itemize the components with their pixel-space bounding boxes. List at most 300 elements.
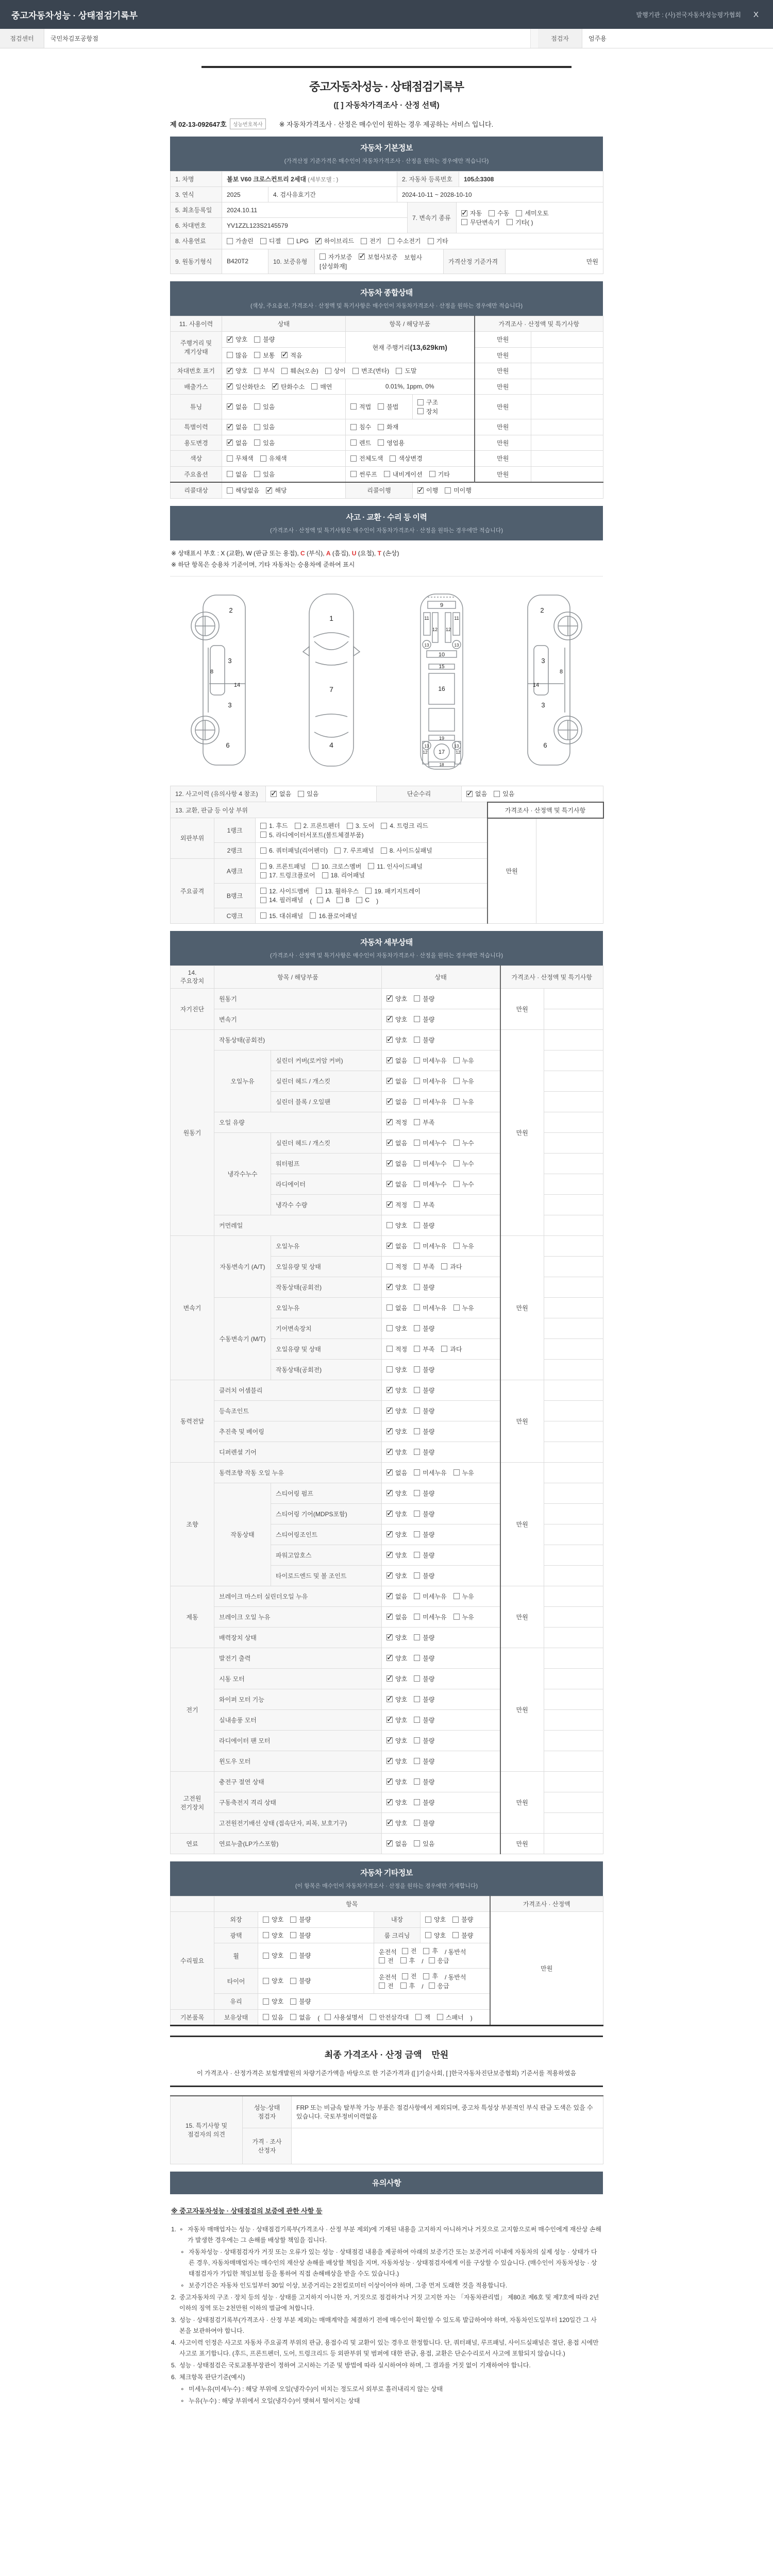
checkbox-양호[interactable]: ✓ 양호 xyxy=(386,1716,407,1724)
section-header-basic: 자동차 기본정보 (가격산정 기준가격은 매수인이 자동차가격조사 · 산정을 원하는 경우에만 적습니다) xyxy=(170,137,603,171)
status-code: T xyxy=(377,549,381,557)
accident-legend xyxy=(170,540,603,577)
checkbox-없음[interactable]: ✓ 없음 xyxy=(227,438,247,447)
checkbox-13-휠하우스[interactable]: 13. 휠하우스 xyxy=(316,887,359,895)
detail-row-제동-0: 제동 브레이크 마스터 실린더오일 누유 ✓ 없음 미세누유 누유 만원 xyxy=(171,1586,603,1607)
checkbox-12-사이드멤버[interactable]: 12. 사이드멤버 xyxy=(260,887,309,895)
checkbox-box xyxy=(414,1098,420,1105)
checkbox-없음[interactable]: ✓ 없음 xyxy=(386,1097,407,1106)
checkbox-렌트[interactable]: 렌트 xyxy=(350,438,371,447)
checkbox-누수[interactable]: 누수 xyxy=(453,1180,474,1189)
diagram-number-14: 14 xyxy=(532,682,540,689)
checkbox-11-인사이드패널[interactable]: 11. 인사이드패널 xyxy=(368,862,423,871)
checkbox-미세누유[interactable]: 미세누유 xyxy=(414,1592,446,1601)
checkbox-box xyxy=(227,487,233,494)
tuning-row: 튜닝 ✓ 없음 있음 적법 불법 구조 장치 만원 xyxy=(171,395,603,419)
checkbox-적정[interactable]: 적정 xyxy=(386,1262,407,1271)
checkbox-box xyxy=(417,408,424,414)
checkbox-누유[interactable]: 누유 xyxy=(453,1056,474,1065)
checkbox-양호[interactable]: ✓ 양호 xyxy=(386,1777,407,1786)
checkbox-양호[interactable]: ✓ 양호 xyxy=(386,1510,407,1518)
checkbox-무채색[interactable]: 무채색 xyxy=(227,454,254,463)
checkbox-영업용[interactable]: 영업용 xyxy=(378,438,405,447)
checkbox-box xyxy=(414,1387,420,1393)
checkbox-box xyxy=(254,424,260,430)
checkbox-보험사보증[interactable]: ✓ 보험사보증 xyxy=(359,252,397,261)
checkbox-3-도어[interactable]: 3. 도어 xyxy=(347,821,375,830)
diagram-number-7: 7 xyxy=(329,685,333,694)
checkbox-미이행[interactable]: 미이행 xyxy=(445,486,472,495)
accident-r12 xyxy=(170,786,603,802)
checkbox-양호[interactable]: 양호 xyxy=(386,1365,407,1374)
checkbox-무단변속기[interactable]: 무단변속기 xyxy=(461,218,500,227)
checkbox-없음[interactable]: ✓ 없음 xyxy=(386,1613,407,1621)
checkbox-불량[interactable]: 불량 xyxy=(414,1633,434,1642)
checkbox-미세누유[interactable]: 미세누유 xyxy=(414,1613,446,1621)
checkbox-불량[interactable]: 불량 xyxy=(414,1510,434,1518)
checkbox-누유[interactable]: 누유 xyxy=(453,1468,474,1477)
checkbox-양호[interactable]: 양호 xyxy=(263,1997,283,2006)
checkbox-불량[interactable]: 불량 xyxy=(290,1976,311,1985)
checkbox-없음[interactable]: ✓ 없음 xyxy=(386,1242,407,1250)
checkbox-box xyxy=(415,2014,422,2020)
checkbox-훼손-오손-[interactable]: 훼손(오손) xyxy=(281,366,318,375)
checkbox-있음[interactable]: 있음 xyxy=(263,2013,283,2022)
detail-row-고전원-전기장치-1: 구동축전지 격리 상태 ✓ 양호 불량 xyxy=(171,1792,603,1813)
checkbox-해당없음[interactable]: 해당없음 xyxy=(227,486,259,495)
checkbox-14-필러패널[interactable]: 14. 필러패널 xyxy=(260,895,303,904)
checkbox-box xyxy=(428,238,434,244)
checkbox-양호[interactable]: ✓ 양호 xyxy=(386,1448,407,1456)
checkbox-box xyxy=(386,1820,393,1826)
detail-row-고전원-전기장치-2: 고전원전기배선 상태 (접속단자, 피복, 보호기구) ✓ 양호 불량 xyxy=(171,1813,603,1834)
checkbox-후[interactable]: 후 xyxy=(423,1946,438,1955)
checkbox-box xyxy=(386,1057,393,1063)
checkbox-양호[interactable]: 양호 xyxy=(425,1915,446,1924)
checkbox-17-트렁크플로어[interactable]: 17. 트렁크플로어 xyxy=(260,871,315,879)
checkbox-box xyxy=(453,1243,460,1249)
checkbox-양호[interactable]: ✓ 양호 xyxy=(386,1427,407,1436)
checkbox-사용설명서[interactable]: 사용설명서 xyxy=(325,2013,363,2022)
checkbox-없음[interactable]: ✓ 없음 xyxy=(386,1077,407,1086)
car-damage-diagrams xyxy=(170,577,603,786)
checkbox-box xyxy=(359,253,365,260)
checkbox-변조-변타-[interactable]: 변조(변타) xyxy=(352,366,389,375)
overall-condition-table xyxy=(170,316,603,499)
basic-row-5: 8. 사용연료 가솔린 디젤 LPG ✓ 하이브리드 전기 수소전기 기타 xyxy=(170,233,603,249)
checkbox-box xyxy=(453,1593,460,1599)
checkbox-누유[interactable]: 누유 xyxy=(453,1097,474,1106)
checkbox-16-플로어패널[interactable]: 16.플로어패널 xyxy=(310,911,357,920)
checkbox-box xyxy=(347,823,353,829)
checkbox-기타[interactable]: 기타 xyxy=(429,470,450,479)
checkbox-불량[interactable]: 불량 xyxy=(414,994,434,1003)
checkbox-가솔린[interactable]: 가솔린 xyxy=(227,236,254,245)
checkbox-부식[interactable]: 부식 xyxy=(254,366,275,375)
checkbox-box xyxy=(227,368,233,374)
checkbox-box xyxy=(461,219,467,225)
checkbox-box xyxy=(288,238,294,244)
checkbox-양호[interactable]: ✓ 양호 xyxy=(386,1530,407,1539)
checkbox-응급[interactable]: 응급 xyxy=(429,1956,449,1965)
checkbox-없음[interactable]: ✓ 없음 xyxy=(386,1592,407,1601)
checkbox-box xyxy=(378,424,384,430)
checkbox-box xyxy=(414,1778,420,1785)
diagram-number-11: 11 xyxy=(424,616,429,621)
checkbox-box xyxy=(441,1263,447,1269)
checkbox-잭[interactable]: 잭 xyxy=(415,2013,430,2022)
checkbox-적법[interactable]: 적법 xyxy=(350,402,371,411)
diagram-number-10: 10 xyxy=(438,652,445,658)
checkbox-양호[interactable]: ✓ 양호 xyxy=(386,1015,407,1024)
checkbox-과다[interactable]: 과다 xyxy=(441,1345,462,1353)
checkbox-기타-[interactable]: 기타( ) xyxy=(507,218,533,227)
checkbox-색상변경[interactable]: 색상변경 xyxy=(390,454,422,463)
checkbox-불량[interactable]: 불량 xyxy=(414,1386,434,1395)
checkbox-누유[interactable]: 누유 xyxy=(453,1592,474,1601)
accident-r13 xyxy=(170,802,604,924)
checkbox-box xyxy=(453,1304,460,1311)
checkbox-불량[interactable]: 불량 xyxy=(414,1716,434,1724)
detail-row-고전원-전기장치-0: 고전원 전기장치 충전구 절연 상태 ✓ 양호 불량 만원 xyxy=(171,1772,603,1792)
checkbox-양호[interactable]: ✓ 양호 xyxy=(386,1798,407,1807)
checkbox-후[interactable]: 후 xyxy=(400,1956,415,1965)
checkbox-미세누수[interactable]: 미세누수 xyxy=(414,1180,446,1189)
checkbox-불량[interactable]: 불량 xyxy=(414,1571,434,1580)
checkbox-없음[interactable]: 없음 xyxy=(290,2013,311,2022)
checkbox-LPG[interactable]: LPG xyxy=(288,238,309,245)
checkbox-누유[interactable]: 누유 xyxy=(453,1242,474,1250)
checkbox-box xyxy=(414,1160,420,1166)
detail-row-연료-0: 연료 연료누출(LP가스포함) ✓ 없음 있음 만원 xyxy=(171,1834,603,1854)
checkbox-전기[interactable]: 전기 xyxy=(361,236,381,245)
checkbox-7-루프패널[interactable]: 7. 루프패널 xyxy=(334,846,374,855)
checkbox-도말[interactable]: 도말 xyxy=(396,366,416,375)
checkbox-불량[interactable]: 불량 xyxy=(290,1997,311,2006)
checkbox-불량[interactable]: 불량 xyxy=(414,1530,434,1539)
detail-row-원동기-1: 오일누유 실린더 커버(로커암 커버) ✓ 없음 미세누유 누유 xyxy=(171,1050,603,1071)
checkbox-불량[interactable]: 불량 xyxy=(414,1777,434,1786)
checkbox-box xyxy=(281,368,288,374)
checkbox-자동[interactable]: ✓ 자동 xyxy=(461,209,482,217)
checkbox-양호[interactable]: ✓ 양호 xyxy=(386,1736,407,1745)
checkbox-장치[interactable]: 장치 xyxy=(417,407,438,416)
checkbox-불량[interactable]: 불량 xyxy=(452,1931,473,1940)
checkbox-후[interactable]: 후 xyxy=(423,1972,438,1980)
checkbox-누유[interactable]: 누유 xyxy=(453,1303,474,1312)
checkbox-15-대쉬패널[interactable]: 15. 대쉬패널 xyxy=(260,911,303,920)
checkbox-양호[interactable]: ✓ 양호 xyxy=(386,1283,407,1292)
checkbox-box xyxy=(325,368,331,374)
close-icon[interactable]: X xyxy=(750,10,762,20)
checkbox-양호[interactable]: ✓ 양호 xyxy=(386,1757,407,1766)
checkbox-많음[interactable]: 많음 xyxy=(227,351,247,360)
checkbox-전[interactable]: 전 xyxy=(402,1946,417,1955)
checkbox-상이[interactable]: 상이 xyxy=(325,366,346,375)
checkbox-8-사이드실패널[interactable]: 8. 사이드실패널 xyxy=(381,846,432,855)
checkbox-없음[interactable]: ✓ 없음 xyxy=(386,1159,407,1168)
checkbox-B[interactable]: B xyxy=(337,896,349,904)
checkbox-box xyxy=(386,1511,393,1517)
checkbox-누유[interactable]: 누유 xyxy=(453,1077,474,1086)
checkbox-box xyxy=(414,1181,420,1187)
checkbox-불량[interactable]: 불량 xyxy=(414,1674,434,1683)
inline-text: ( xyxy=(317,2014,320,2022)
checkbox-10-크로스멤버[interactable]: 10. 크로스멤버 xyxy=(312,862,361,871)
checkbox-양호[interactable]: 양호 xyxy=(386,1221,407,1230)
checkbox-불량[interactable]: 불량 xyxy=(414,1551,434,1560)
checkbox-box xyxy=(260,863,266,869)
checkbox-양호[interactable]: 양호 xyxy=(425,1931,446,1940)
checkbox-box xyxy=(386,1696,393,1702)
final-price-box xyxy=(170,2036,603,2087)
checkbox-양호[interactable]: ✓ 양호 xyxy=(386,1674,407,1683)
checkbox-A[interactable]: A xyxy=(317,896,330,904)
checkbox-양호[interactable]: ✓ 양호 xyxy=(386,1654,407,1663)
checkbox-불량[interactable]: 불량 xyxy=(414,1015,434,1024)
checkbox-양호[interactable]: ✓ 양호 xyxy=(386,994,407,1003)
checkbox-적정[interactable]: ✓ 적정 xyxy=(386,1118,407,1127)
checkbox-미세누유[interactable]: 미세누유 xyxy=(414,1077,446,1086)
checkbox-후[interactable]: 후 xyxy=(400,1981,415,1990)
checkbox-전[interactable]: 전 xyxy=(379,1981,394,1990)
checkbox-box xyxy=(417,487,424,494)
checkbox-없음[interactable]: ✓ 없음 xyxy=(227,422,247,431)
diagram-number-13: 13 xyxy=(424,744,429,749)
checkbox-미세누유[interactable]: 미세누유 xyxy=(414,1468,446,1477)
checkbox-미세누유[interactable]: 미세누유 xyxy=(414,1097,446,1106)
detail-row-동력전달-2: 추진축 및 베어링 ✓ 양호 불량 xyxy=(171,1421,603,1442)
checkbox-5-라디에이터서포트-볼트체결부품-[interactable]: 5. 라디에이터서포트(볼트체결부품) xyxy=(260,831,364,839)
checkbox-양호[interactable]: ✓ 양호 xyxy=(386,1633,407,1642)
checkbox-없음[interactable]: ✓ 없음 xyxy=(227,402,247,411)
checkbox-box xyxy=(260,848,266,854)
checkbox-양호[interactable]: 양호 xyxy=(263,1951,283,1960)
checkbox-내비게이션[interactable]: 내비게이션 xyxy=(384,470,423,479)
checkbox-box xyxy=(386,1037,393,1043)
checkbox-탄화수소[interactable]: ✓ 탄화수소 xyxy=(272,382,305,391)
checkbox-불량[interactable]: 불량 xyxy=(414,1798,434,1807)
checkbox-19-패키지트레이[interactable]: 19. 패키지트레이 xyxy=(365,887,421,895)
checkbox-하이브리드[interactable]: ✓ 하이브리드 xyxy=(315,236,354,245)
detail-row-변속기-3: 수동변속기 (M/T) 오일누유 없음 미세누유 누유 xyxy=(171,1298,603,1318)
checkbox-box xyxy=(386,1078,393,1084)
checkbox-양호[interactable]: 양호 xyxy=(263,1976,283,1985)
checkbox-4-트렁크-리드[interactable]: 4. 트렁크 리드 xyxy=(381,821,428,830)
checkbox-미세누수[interactable]: 미세누수 xyxy=(414,1159,446,1168)
checkbox-있음[interactable]: 있음 xyxy=(254,470,275,479)
checkbox-누유[interactable]: 누유 xyxy=(453,1613,474,1621)
inline-text: ) xyxy=(470,2014,473,2022)
checkbox-이행[interactable]: ✓ 이행 xyxy=(417,486,438,495)
checkbox-양호[interactable]: ✓ 양호 xyxy=(227,366,247,375)
checkbox-box xyxy=(227,238,233,244)
checkbox-안전삼각대[interactable]: 안전삼각대 xyxy=(370,2013,409,2022)
center-value: 국민차김포공항점 xyxy=(44,29,531,48)
checkbox-2-프론트펜더[interactable]: 2. 프론트펜더 xyxy=(295,821,340,830)
checkbox-box xyxy=(386,1552,393,1558)
checkbox-1-후드[interactable]: 1. 후드 xyxy=(260,821,288,830)
diagram-number-9: 9 xyxy=(440,602,444,609)
checkbox-불량[interactable]: 불량 xyxy=(290,1915,311,1924)
checkbox-불량[interactable]: 불량 xyxy=(414,1406,434,1415)
checkbox-box xyxy=(453,1098,460,1105)
final-price-note: 이 가격조사 · 산정가격은 보험개발원의 차량기준가액을 바탕으로 한 기준가격과 ([ ]기술사회, [ ]한국자동차진단보증협회) 기준서를 적용하였음 xyxy=(196,2070,577,2077)
checkbox-수소전기[interactable]: 수소전기 xyxy=(388,236,421,245)
checkbox-box xyxy=(227,439,233,446)
checkbox-보통[interactable]: 보통 xyxy=(254,351,275,360)
checkbox-양호[interactable]: ✓ 양호 xyxy=(386,1819,407,1827)
status-code-legend: ※ 상태표시 부호 : X (교환), W (판금 또는 용접), C (부식), A (흠집), U (요철), T (손상) xyxy=(171,549,399,557)
checkbox-양호[interactable]: ✓ 양호 xyxy=(386,1036,407,1044)
checkbox-없음[interactable]: ✓ 없음 xyxy=(386,1839,407,1848)
checkbox-box xyxy=(386,1840,393,1846)
checkbox-누수[interactable]: 누수 xyxy=(453,1159,474,1168)
checkbox-불량[interactable]: 불량 xyxy=(414,1819,434,1827)
checkbox-불량[interactable]: 불량 xyxy=(414,1489,434,1498)
checkbox-불량[interactable]: 불량 xyxy=(414,1654,434,1663)
checkbox-6-쿼터패널-리어펜더-[interactable]: 6. 쿼터패널(리어펜더) xyxy=(260,846,328,855)
checkbox-없음[interactable]: ✓ 없음 xyxy=(271,789,291,798)
checkbox-구조[interactable]: 구조 xyxy=(417,398,438,406)
diagram-number-3: 3 xyxy=(541,701,545,709)
checkbox-수동[interactable]: 수동 xyxy=(489,209,509,217)
checkbox-있음[interactable]: 있음 xyxy=(254,402,275,411)
checkbox-불량[interactable]: 불량 xyxy=(414,1695,434,1704)
checkbox-불량[interactable]: 불량 xyxy=(414,1757,434,1766)
checkbox-불량[interactable]: 불량 xyxy=(414,1283,434,1292)
checkbox-전체도색[interactable]: 전체도색 xyxy=(350,454,383,463)
checkbox-부족[interactable]: 부족 xyxy=(414,1262,434,1271)
checkbox-불량[interactable]: 불량 xyxy=(254,335,275,344)
checkbox-매연[interactable]: 매연 xyxy=(311,382,332,391)
checkbox-양호[interactable]: 양호 xyxy=(386,1324,407,1333)
checkbox-자가보증[interactable]: 자가보증 xyxy=(320,252,352,261)
checkbox-불량[interactable]: 불량 xyxy=(414,1365,434,1374)
checkbox-불량[interactable]: 불량 xyxy=(414,1427,434,1436)
detail-header-row: 14. 주요장치 항목 / 해당부품 상태 가격조사 · 산정액 및 특기사항 xyxy=(171,966,603,989)
checkbox-부족[interactable]: 부족 xyxy=(414,1345,434,1353)
checkbox-있음[interactable]: 있음 xyxy=(494,789,514,798)
checkbox-세미오토[interactable]: 세미오토 xyxy=(516,209,548,217)
detail-row-동력전달-0: 동력전달 클러치 어셈블리 ✓ 양호 불량 만원 xyxy=(171,1380,603,1401)
checkbox-응급[interactable]: 응급 xyxy=(429,1981,449,1990)
checkbox-불량[interactable]: 불량 xyxy=(414,1448,434,1456)
checkbox-box xyxy=(272,383,278,389)
checkbox-전[interactable]: 전 xyxy=(379,1956,394,1965)
notice-line-3: 2. 중고자동차의 구조 · 장치 등의 성능 · 상태를 고지하지 아니한 자, 거짓으로 점검하거나 거짓 고지한 자는 「자동차관리법」 제80조 제6호 및 제7호에 따라 2년 이하의 징역 또는 2천만원 이하의 벌금에 처합니다. xyxy=(171,2294,599,2312)
checkbox-침수[interactable]: 침수 xyxy=(350,422,371,431)
notice-line-1: ∘ 자동차성능 · 상태점검자가 거짓 또는 오류가 있는 성능 · 상태점검 내용을 제공하여 아래의 보증기간 또는 보증거리 이내에 자동차의 실제 성능 · 상태가 다른 경우, 자동차매매업자는 매수인의 재산상 손해를 배상할 책임을 지며, 자동차성능 · 상태점검자에게 이를 구상할 수 있습니다. (매수인이 자동차성능 · 상태점검자가 가입한 책임보험 등을 통하여 직접 손해배상을 받을 수도 있습니다.) xyxy=(180,2248,597,2278)
checkbox-전[interactable]: 전 xyxy=(402,1972,417,1980)
checkbox-적정[interactable]: 적정 xyxy=(386,1345,407,1353)
diagram-number-12: 12 xyxy=(445,627,451,633)
checkbox-18-리어패널[interactable]: 18. 리어패널 xyxy=(322,871,365,879)
checkbox-box xyxy=(414,1449,420,1455)
section-header-detail: 자동차 세부상태 (가격조사 · 산정액 및 특기사항은 매수인이 자동차가격조사 · 산정을 원하는 경우에만 적습니다) xyxy=(170,931,603,965)
checkbox-불량[interactable]: 불량 xyxy=(452,1915,473,1924)
checkbox-해당[interactable]: ✓ 해당 xyxy=(266,486,287,495)
checkbox-화재[interactable]: 화재 xyxy=(378,422,398,431)
checkbox-양호[interactable]: 양호 xyxy=(263,1915,283,1924)
diagram-number-11: 11 xyxy=(454,616,459,621)
checkbox-없음[interactable]: ✓ 없음 xyxy=(386,1468,407,1477)
checkbox-양호[interactable]: ✓ 양호 xyxy=(386,1695,407,1704)
checkbox-유채색[interactable]: 유채색 xyxy=(260,454,287,463)
checkbox-없음[interactable]: ✓ 없음 xyxy=(386,1056,407,1065)
checkbox-양호[interactable]: ✓ 양호 xyxy=(386,1406,407,1415)
main-options-row: 주요옵션 없음 있음 썬루프 내비게이션 기타 만원 xyxy=(171,466,603,482)
checkbox-C[interactable]: C xyxy=(356,896,369,904)
checkbox-양호[interactable]: 양호 xyxy=(263,1931,283,1940)
checkbox-없음[interactable]: 없음 xyxy=(227,470,247,479)
checkbox-불량[interactable]: 불량 xyxy=(414,1036,434,1044)
section-header-accident: 사고 · 교환 · 수리 등 이력 (가격조사 · 산정액 및 특기사항은 매수인이 자동차가격조사 · 산정을 원하는 경우에만 적습니다) xyxy=(170,506,603,540)
checkbox-box xyxy=(386,1119,393,1125)
checkbox-9-프론트패널[interactable]: 9. 프론트패널 xyxy=(260,862,306,871)
checkbox-디젤[interactable]: 디젤 xyxy=(260,236,281,245)
checkbox-없음[interactable]: ✓ 없음 xyxy=(386,1139,407,1147)
checkbox-불량[interactable]: 불량 xyxy=(414,1736,434,1745)
checkbox-적정[interactable]: ✓ 적정 xyxy=(386,1200,407,1209)
checkbox-불량[interactable]: 불량 xyxy=(290,1931,311,1940)
checkbox-불량[interactable]: 불량 xyxy=(414,1221,434,1230)
copy-number-button[interactable]: 성능번호복사 xyxy=(230,118,266,129)
checkbox-미세누유[interactable]: 미세누유 xyxy=(414,1056,446,1065)
checkbox-box xyxy=(334,848,341,854)
checkbox-양호[interactable]: ✓ 양호 xyxy=(386,1489,407,1498)
checkbox-미세누수[interactable]: 미세누수 xyxy=(414,1139,446,1147)
checkbox-양호[interactable]: ✓ 양호 xyxy=(386,1551,407,1560)
detail-row-제동-2: 배력장치 상태 ✓ 양호 불량 xyxy=(171,1628,603,1648)
detail-row-변속기-1: 오일유량 및 상태 적정 부족 과다 xyxy=(171,1257,603,1277)
status-code: A xyxy=(326,549,331,557)
checkbox-box xyxy=(437,2014,443,2020)
checkbox-누수[interactable]: 누수 xyxy=(453,1139,474,1147)
checkbox-없음[interactable]: ✓ 없음 xyxy=(466,789,487,798)
checkbox-불량[interactable]: 불량 xyxy=(414,1324,434,1333)
checkbox-부족[interactable]: 부족 xyxy=(414,1200,434,1209)
checkbox-적음[interactable]: ✓ 적음 xyxy=(281,351,302,360)
checkbox-양호[interactable]: ✓ 양호 xyxy=(386,1571,407,1580)
checkbox-스패너[interactable]: 스패너 xyxy=(437,2013,464,2022)
checkbox-불법[interactable]: 불법 xyxy=(378,402,398,411)
checkbox-box xyxy=(386,1799,393,1805)
document-number-note: ※ 자동차가격조사 · 산정은 매수인이 원하는 경우 제공하는 서비스 입니다. xyxy=(279,121,494,128)
checkbox-없음[interactable]: 없음 xyxy=(386,1303,407,1312)
checkbox-미세누유[interactable]: 미세누유 xyxy=(414,1242,446,1250)
checkbox-과다[interactable]: 과다 xyxy=(441,1262,462,1271)
checkbox-있음[interactable]: 있음 xyxy=(414,1839,434,1848)
checkbox-없음[interactable]: ✓ 없음 xyxy=(386,1180,407,1189)
checkbox-box xyxy=(260,872,266,878)
checkbox-box xyxy=(386,995,393,1002)
detail-row-전기-3: 실내송풍 모터 ✓ 양호 불량 xyxy=(171,1710,603,1731)
checkbox-부족[interactable]: 부족 xyxy=(414,1118,434,1127)
checkbox-있음[interactable]: 있음 xyxy=(298,789,318,798)
checkbox-box xyxy=(429,1957,435,1963)
checkbox-있음[interactable]: 있음 xyxy=(254,422,275,431)
checkbox-기타[interactable]: 기타 xyxy=(428,236,448,245)
checkbox-box xyxy=(414,1737,420,1743)
checkbox-썬루프[interactable]: 썬루프 xyxy=(350,470,377,479)
checkbox-있음[interactable]: 있음 xyxy=(254,438,275,447)
checkbox-미세누유[interactable]: 미세누유 xyxy=(414,1303,446,1312)
checkbox-일산화탄소[interactable]: ✓ 일산화탄소 xyxy=(227,382,265,391)
checkbox-양호[interactable]: ✓ 양호 xyxy=(386,1386,407,1395)
checkbox-불량[interactable]: 불량 xyxy=(290,1951,311,1960)
checkbox-양호[interactable]: ✓ 양호 xyxy=(227,335,247,344)
